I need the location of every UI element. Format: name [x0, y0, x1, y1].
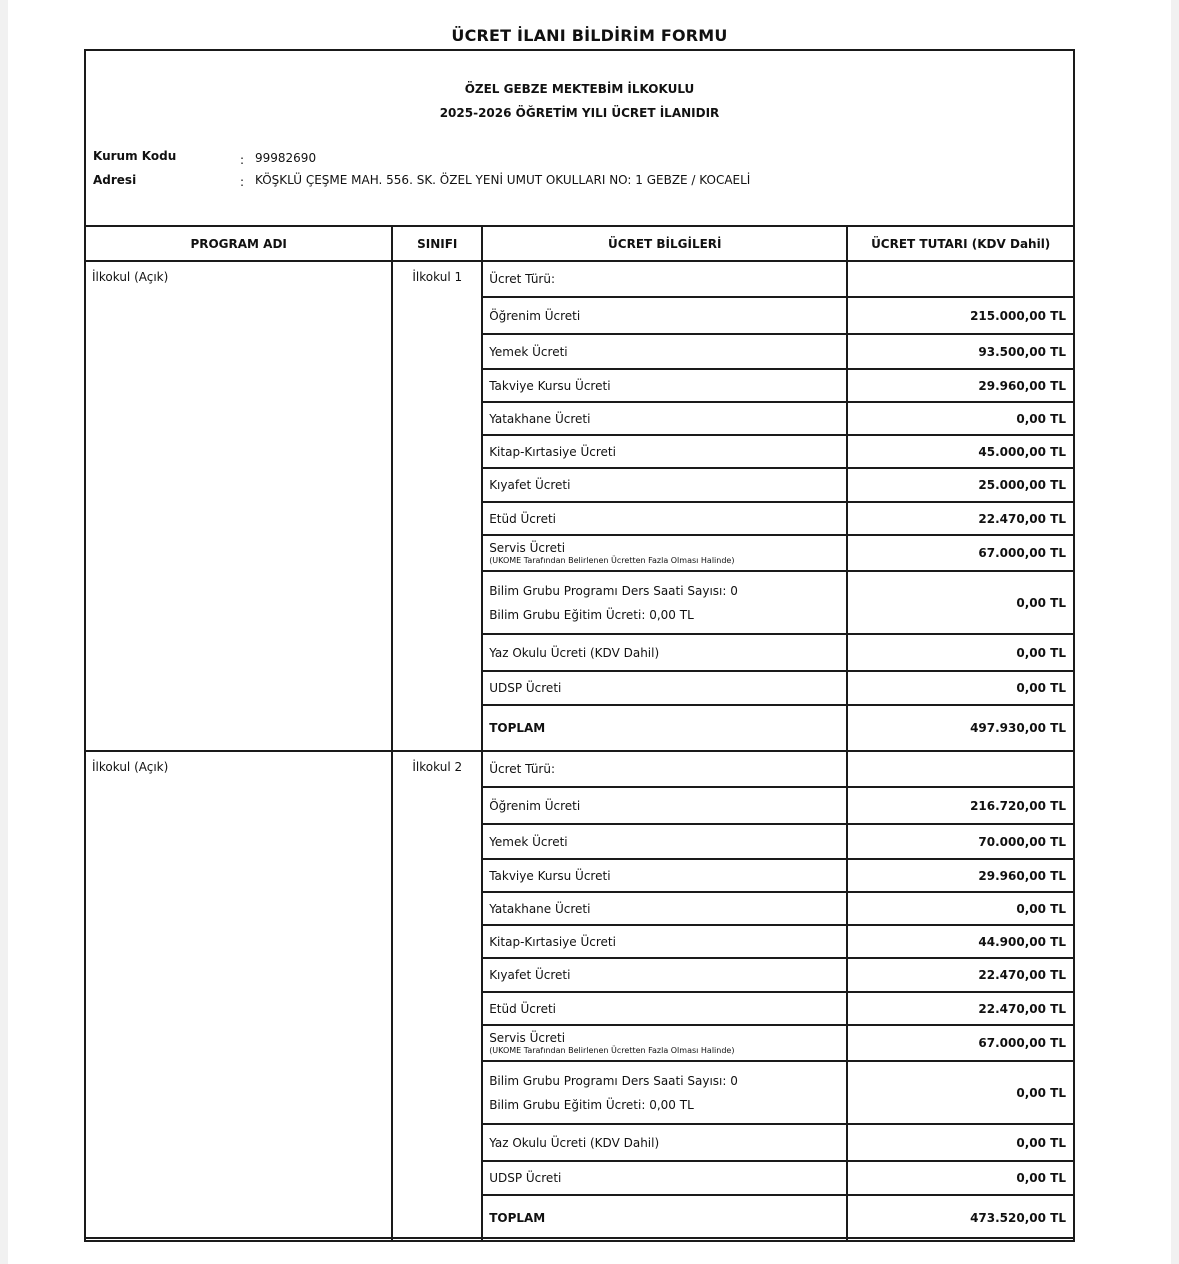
- fee-table: [84, 225, 1075, 1242]
- fee-amount-cell: 44.900,00 TL: [847, 925, 1074, 958]
- class-name-cell: İlkokul 2: [392, 751, 482, 1241]
- fee-label: Yemek Ücreti: [489, 834, 568, 849]
- fee-label-cell: [482, 435, 847, 468]
- fee-label-cell: [482, 671, 847, 705]
- fee-label-cell: [482, 402, 847, 435]
- fee-label: TOPLAM: [489, 1211, 546, 1225]
- fee-label: Yatakhane Ücreti: [489, 901, 591, 916]
- fee-label-cell: [482, 992, 847, 1025]
- fee-label: Bilim Grubu Programı Ders Saati Sayısı: 0: [489, 1073, 738, 1088]
- fee-label-cell: [482, 1061, 847, 1124]
- fee-label-cell: [482, 1195, 847, 1241]
- fee-label-cell: [482, 958, 847, 992]
- kurum-kodu-label: Kurum Kodu: [93, 149, 177, 163]
- fee-amount-cell: 216.720,00 TL: [847, 787, 1074, 824]
- fee-label-cell: [482, 261, 847, 297]
- fee-note: (UKOME Tarafından Belirlenen Ücretten Fazla Olması Halinde): [489, 556, 735, 565]
- fee-amount-cell: 0,00 TL: [847, 892, 1074, 925]
- fee-label-cell: [482, 1025, 847, 1061]
- fee-label: Etüd Ücreti: [489, 511, 556, 526]
- fee-label-secondary: Bilim Grubu Eğitim Ücreti: 0,00 TL: [489, 607, 694, 622]
- fee-label-cell: [482, 369, 847, 402]
- fee-amount-cell: 22.470,00 TL: [847, 502, 1074, 535]
- fee-amount-cell: 215.000,00 TL: [847, 297, 1074, 334]
- fee-label-secondary: Bilim Grubu Eğitim Ücreti: 0,00 TL: [489, 1097, 694, 1112]
- fee-label: Ücret Türü:: [489, 272, 556, 286]
- page-margin-left: [0, 0, 8, 1264]
- table-row: [85, 261, 1074, 297]
- fee-amount-cell: 67.000,00 TL: [847, 1025, 1074, 1061]
- fee-amount-cell: 22.470,00 TL: [847, 992, 1074, 1025]
- adres-separator: :: [240, 175, 245, 189]
- fee-label-cell: [482, 925, 847, 958]
- fee-amount-cell: 22.470,00 TL: [847, 958, 1074, 992]
- fee-amount-cell: 0,00 TL: [847, 571, 1074, 634]
- adres-value: KÖŞKLÜ ÇEŞME MAH. 556. SK. ÖZEL YENİ UMUT OKULLARI NO: 1 GEBZE / KOCAELİ: [255, 173, 751, 187]
- fee-label: Takviye Kursu Ücreti: [489, 378, 611, 393]
- kurum-kodu-value: 99982690: [255, 151, 317, 165]
- fee-announcement-subtitle: 2025-2026 ÖĞRETİM YILI ÜCRET İLANIDIR: [439, 106, 720, 120]
- fee-amount-cell: 0,00 TL: [847, 1161, 1074, 1195]
- fee-amount-cell: 45.000,00 TL: [847, 435, 1074, 468]
- fee-label: Kitap-Kırtasiye Ücreti: [489, 934, 616, 949]
- kurum-kodu-separator: :: [240, 153, 245, 167]
- fee-label-cell: [482, 535, 847, 571]
- fee-label-cell: [482, 1161, 847, 1195]
- header-sinifi: SINIFI: [392, 226, 482, 261]
- table-row: [85, 751, 1074, 787]
- fee-label: Yaz Okulu Ücreti (KDV Dahil): [489, 1135, 660, 1150]
- fee-label: Yaz Okulu Ücreti (KDV Dahil): [489, 645, 660, 660]
- fee-label-cell: [482, 634, 847, 671]
- total-amount-cell: 497.930,00 TL: [847, 705, 1074, 751]
- fee-label: Yemek Ücreti: [489, 344, 568, 359]
- header-ucret-bilgileri: ÜCRET BİLGİLERİ: [482, 226, 847, 261]
- fee-amount-cell: 0,00 TL: [847, 1124, 1074, 1161]
- fee-label-cell: [482, 468, 847, 502]
- fee-label-cell: [482, 571, 847, 634]
- fee-label: Kıyafet Ücreti: [489, 478, 571, 492]
- document-title: ÜCRET İLANI BİLDİRİM FORMU: [451, 26, 728, 45]
- fee-note: (UKOME Tarafından Belirlenen Ücretten Fazla Olması Halinde): [489, 1046, 735, 1055]
- table-header-row: [85, 226, 1074, 261]
- fee-amount-cell: 29.960,00 TL: [847, 369, 1074, 402]
- class-name-cell: İlkokul 1: [392, 261, 482, 751]
- fee-label: Kıyafet Ücreti: [489, 968, 571, 982]
- fee-amount-cell: 0,00 TL: [847, 634, 1074, 671]
- fee-amount-cell: 67.000,00 TL: [847, 535, 1074, 571]
- fee-label-cell: [482, 334, 847, 369]
- fee-label-cell: [482, 751, 847, 787]
- fee-label: Yatakhane Ücreti: [489, 411, 591, 426]
- fee-label: UDSP Ücreti: [489, 681, 562, 695]
- fee-label-cell: [482, 824, 847, 859]
- fee-label-cell: [482, 1124, 847, 1161]
- fee-label: Etüd Ücreti: [489, 1001, 556, 1016]
- fee-label-cell: [482, 787, 847, 824]
- fee-amount-cell: [847, 261, 1074, 297]
- program-name-cell: İlkokul (Açık): [85, 261, 392, 751]
- fee-amount-cell: 70.000,00 TL: [847, 824, 1074, 859]
- header-ucret-tutari: ÜCRET TUTARI (KDV Dahil): [847, 226, 1074, 261]
- header-program-adi: PROGRAM ADI: [85, 226, 392, 261]
- fee-amount-cell: 0,00 TL: [847, 402, 1074, 435]
- fee-label: Takviye Kursu Ücreti: [489, 868, 611, 883]
- school-name: ÖZEL GEBZE MEKTEBİM İLKOKULU: [464, 82, 695, 96]
- fee-amount-cell: [847, 751, 1074, 787]
- adres-label: Adresi: [93, 173, 137, 187]
- fee-label: Kitap-Kırtasiye Ücreti: [489, 444, 616, 459]
- fee-amount-cell: 25.000,00 TL: [847, 468, 1074, 502]
- fee-label: Ücret Türü:: [489, 762, 556, 776]
- fee-label-cell: [482, 859, 847, 892]
- total-amount-cell: 473.520,00 TL: [847, 1195, 1074, 1241]
- page-margin-right: [1171, 0, 1179, 1264]
- fee-label-cell: [482, 502, 847, 535]
- fee-label-cell: [482, 297, 847, 334]
- fee-amount-cell: 93.500,00 TL: [847, 334, 1074, 369]
- fee-label: Bilim Grubu Programı Ders Saati Sayısı: 0: [489, 583, 738, 598]
- program-name-cell: İlkokul (Açık): [85, 751, 392, 1241]
- fee-label: Öğrenim Ücreti: [489, 308, 581, 323]
- fee-label: UDSP Ücreti: [489, 1171, 562, 1185]
- fee-label: TOPLAM: [489, 721, 546, 735]
- fee-label: Servis Ücreti: [489, 541, 566, 555]
- fee-label-cell: [482, 892, 847, 925]
- fee-amount-cell: 0,00 TL: [847, 671, 1074, 705]
- fee-label: Servis Ücreti: [489, 1031, 566, 1045]
- fee-label: Öğrenim Ücreti: [489, 798, 581, 813]
- fee-amount-cell: 0,00 TL: [847, 1061, 1074, 1124]
- fee-amount-cell: 29.960,00 TL: [847, 859, 1074, 892]
- fee-label-cell: [482, 705, 847, 751]
